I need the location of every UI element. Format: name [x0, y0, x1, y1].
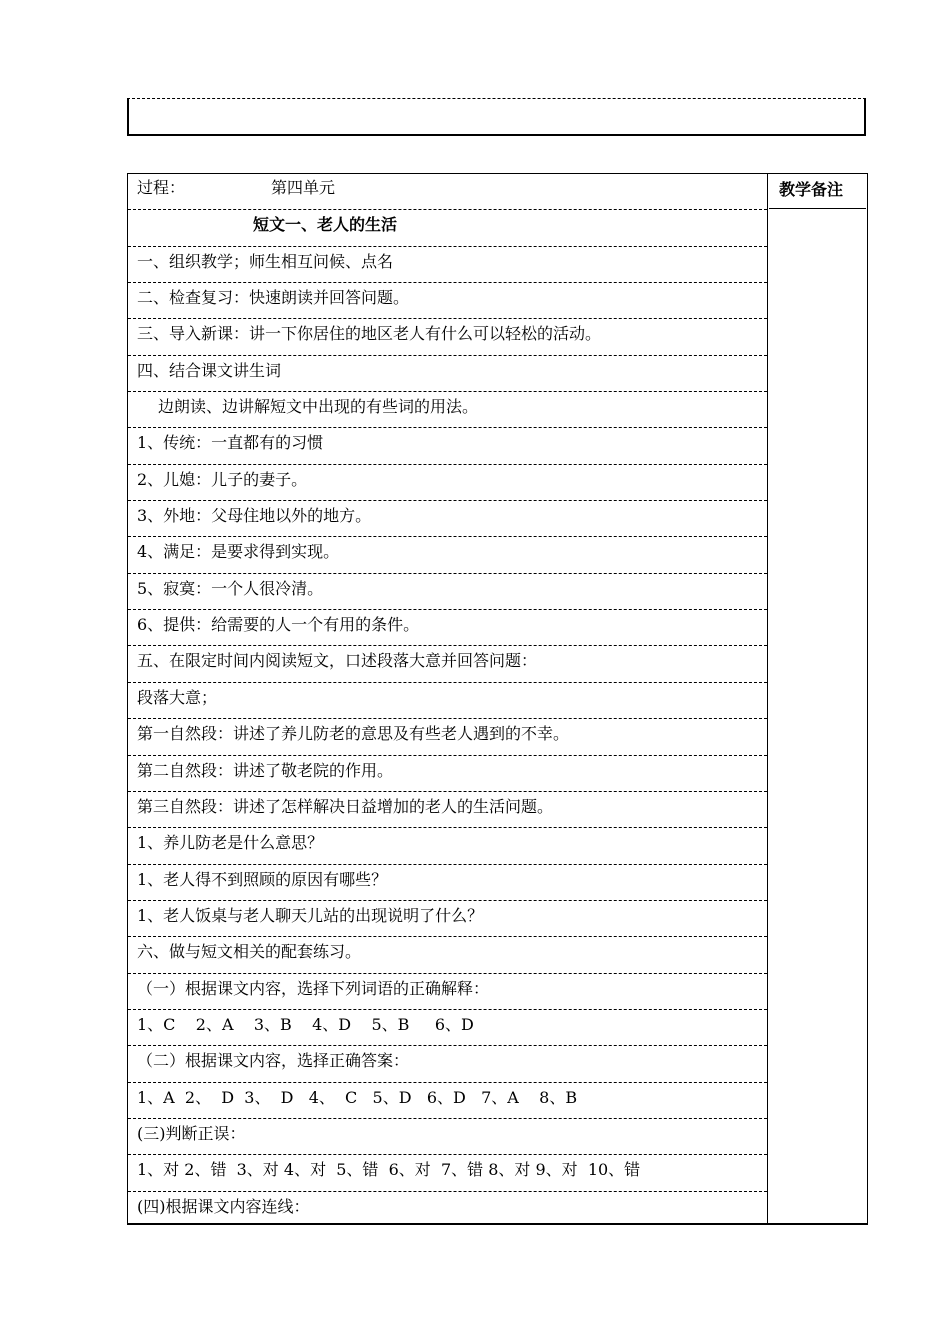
process-label: 过程： [137, 178, 186, 197]
notes-column [769, 174, 866, 1223]
unit-label: 第四单元 [271, 178, 336, 197]
line-5: 边朗读、边讲解短文中出现的有些词的用法。 [128, 392, 767, 428]
line-18: 1、老人得不到照顾的原因有哪些？ [128, 865, 767, 901]
header-row [128, 174, 767, 210]
line-7: 2、儿媳：儿子的妻子。 [128, 465, 767, 501]
line-10: 5、寂寞：一个人很冷清。 [128, 574, 767, 610]
line-23: （二）根据课文内容，选择正确答案： [128, 1046, 767, 1082]
line-19: 1、老人饭桌与老人聊天儿站的出现说明了什么？ [128, 901, 767, 937]
line-22: 1、C 2、A 3、B 4、D 5、B 6、D [128, 1010, 767, 1046]
notes-title: 教学备注 [769, 174, 866, 209]
line-13: 段落大意； [128, 683, 767, 719]
line-1: 一、组织教学；师生相互问候、点名 [128, 247, 767, 283]
line-26: 1、对 2、错 3、对 4、对 5、错 6、对 7、错 8、对 9、对 10、错 [128, 1155, 767, 1191]
lesson-table [127, 173, 868, 1225]
top-box [127, 98, 866, 136]
line-2: 二、检查复习：快速朗读并回答问题。 [128, 283, 767, 319]
line-16: 第三自然段：讲述了怎样解决日益增加的老人的生活问题。 [128, 792, 767, 828]
line-21: （一）根据课文内容，选择下列词语的正确解释： [128, 974, 767, 1010]
line-9: 4、满足：是要求得到实现。 [128, 537, 767, 573]
process-column [128, 174, 768, 1223]
line-24: 1、A 2、 D 3、 D 4、 C 5、D 6、D 7、A 8、B [128, 1083, 767, 1119]
lesson-title: 短文一、老人的生活 [128, 210, 767, 246]
line-15: 第二自然段：讲述了敬老院的作用。 [128, 756, 767, 792]
line-14: 第一自然段：讲述了养儿防老的意思及有些老人遇到的不幸。 [128, 719, 767, 755]
line-3: 三、导入新课：讲一下你居住的地区老人有什么可以轻松的活动。 [128, 319, 767, 355]
line-6: 1、传统：一直都有的习惯 [128, 428, 767, 464]
line-8: 3、外地：父母住地以外的地方。 [128, 501, 767, 537]
line-20: 六、做与短文相关的配套练习。 [128, 937, 767, 973]
line-11: 6、提供：给需要的人一个有用的条件。 [128, 610, 767, 646]
line-27: (四)根据课文内容连线： [137, 1196, 310, 1216]
line-12: 五、在限定时间内阅读短文，口述段落大意并回答问题： [128, 646, 767, 682]
line-4: 四、结合课文讲生词 [128, 356, 767, 392]
line-17: 1、养儿防老是什么意思？ [128, 828, 767, 864]
line-25: (三)判断正误： [128, 1119, 767, 1155]
